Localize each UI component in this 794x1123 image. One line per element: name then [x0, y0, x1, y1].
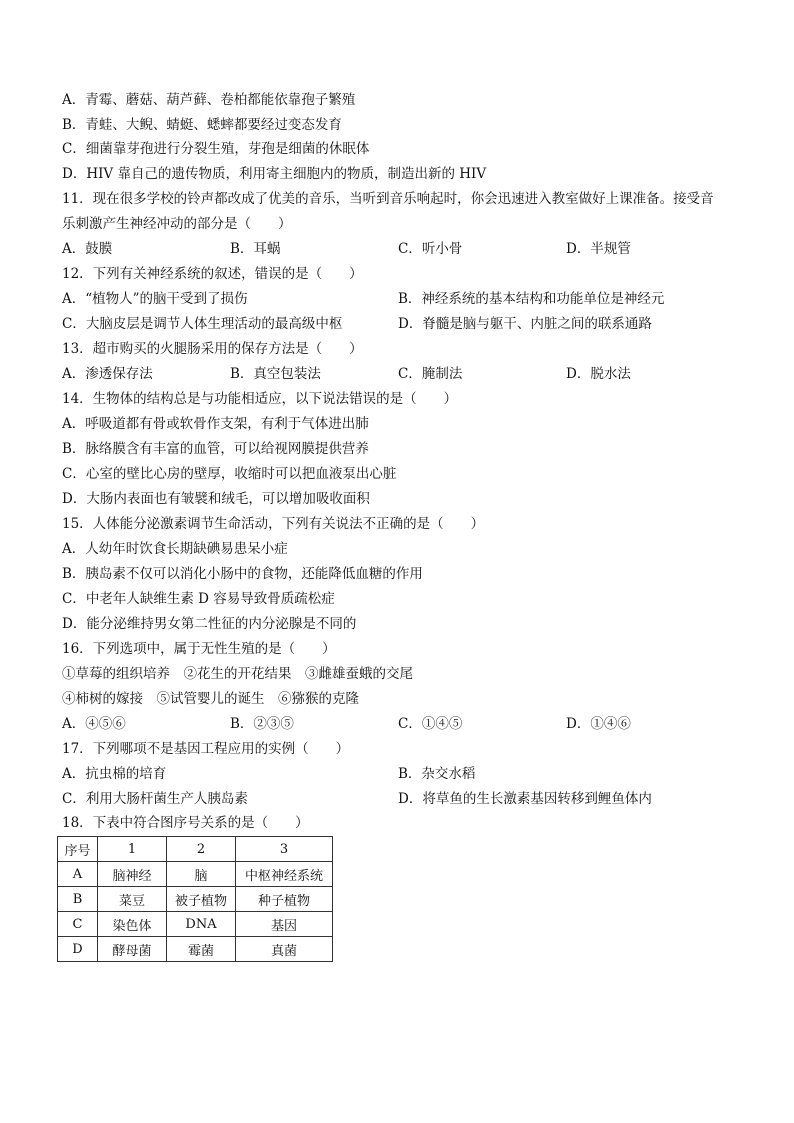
q15-stem: 15．人体能分泌激素调节生命活动，下列有关说法不正确的是（ ） — [62, 516, 485, 532]
q15-option-d: D．能分泌维持男女第二性征的内分泌腺是不同的 — [62, 616, 357, 632]
q17-option-c: C．利用大肠杆菌生产人胰岛素 — [62, 791, 248, 807]
q14-stem: 14．生物体的结构总是与功能相适应，以下说法错误的是（ ） — [62, 391, 458, 407]
q10-option-a: A．青霉、蘑菇、葫芦藓、卷柏都能依靠孢子繁殖 — [62, 92, 356, 108]
q13-options — [62, 365, 742, 383]
q18-stem: 18．下表中符合图序号关系的是（ ） — [62, 815, 309, 831]
q10-option-b: B．青蛙、大鲵、蜻蜓、蟋蟀都要经过变态发育 — [62, 117, 342, 133]
q14-option-b: B．脉络膜含有丰富的血管，可以给视网膜提供营养 — [62, 441, 369, 457]
q11-option-a: A．鼓膜 — [62, 241, 113, 257]
q11-option-c: C．听小骨 — [398, 241, 463, 257]
q10-option-c: C．细菌靠芽孢进行分裂生殖，芽孢是细菌的休眠体 — [62, 141, 370, 157]
q13-option-b: B．真空包装法 — [230, 366, 321, 382]
q11-option-b: B．耳蜗 — [230, 241, 281, 257]
table-cell: 染色体 — [98, 912, 167, 937]
table-cell: 中枢神经系统 — [236, 862, 333, 887]
table-header-cell: 2 — [167, 837, 236, 862]
q13-option-a: A．渗透保存法 — [62, 366, 153, 382]
q17-options-row1 — [62, 765, 742, 783]
table-cell: 真菌 — [236, 937, 333, 962]
q16-option-d: D．①④⑥ — [566, 716, 631, 732]
q17-options-row2 — [62, 790, 742, 808]
q14-option-c: C．心室的壁比心房的壁厚，收缩时可以把血液泵出心脏 — [62, 466, 397, 482]
q16-options — [62, 715, 742, 733]
table-cell: 脑 — [167, 862, 236, 887]
q14-option-d: D．大肠内表面也有皱襞和绒毛，可以增加吸收面积 — [62, 491, 370, 507]
table-cell: 被子植物 — [167, 887, 236, 912]
q16-option-a: A．④⑤⑥ — [62, 716, 126, 732]
table-cell: A — [58, 862, 98, 887]
q12-option-d: D．脊髓是脑与躯干、内脏之间的联系通路 — [398, 316, 652, 332]
q11-option-d: D．半规管 — [566, 241, 631, 257]
q12-options-row1 — [62, 290, 742, 308]
q12-option-a: A．“植物人”的脑干受到了损伤 — [62, 291, 248, 307]
table-header-cell: 序号 — [58, 837, 98, 862]
q17-option-b: B．杂交水稻 — [398, 766, 476, 782]
table-header-cell: 3 — [236, 837, 333, 862]
q11-stem-line2: 乐刺激产生神经冲动的部分是（ ） — [62, 216, 292, 232]
q17-stem: 17．下列哪项不是基因工程应用的实例（ ） — [62, 741, 350, 757]
table-row — [58, 887, 333, 912]
q13-stem: 13．超市购买的火腿肠采用的保存方法是（ ） — [62, 341, 363, 357]
q12-option-b: B．神经系统的基本结构和功能单位是神经元 — [398, 291, 665, 307]
q10-option-d: D．HIV 靠自己的遗传物质，利用寄主细胞内的物质，制造出新的 HIV — [62, 166, 487, 182]
table-header-cell: 1 — [98, 837, 167, 862]
q11-options — [62, 240, 742, 258]
q15-option-b: B．胰岛素不仅可以消化小肠中的食物，还能降低血糖的作用 — [62, 566, 423, 582]
table-cell: 种子植物 — [236, 887, 333, 912]
table-cell: D — [58, 937, 98, 962]
table-row — [58, 862, 333, 887]
q13-option-c: C．腌制法 — [398, 366, 463, 382]
q16-statements-line2: ④柿树的嫁接 ⑤试管婴儿的诞生 ⑥猕猴的克隆 — [62, 691, 359, 707]
q18-table — [57, 836, 333, 962]
table-cell: 霉菌 — [167, 937, 236, 962]
q13-option-d: D．脱水法 — [566, 366, 631, 382]
q12-option-c: C．大脑皮层是调节人体生理活动的最高级中枢 — [62, 316, 343, 332]
table-cell: 基因 — [236, 912, 333, 937]
q15-option-c: C．中老年人缺维生素 D 容易导致骨质疏松症 — [62, 591, 335, 607]
q14-option-a: A．呼吸道都有骨或软骨作支架，有利于气体进出肺 — [62, 416, 369, 432]
table-cell: 脑神经 — [98, 862, 167, 887]
q12-stem: 12．下列有关神经系统的叙述，错误的是（ ） — [62, 266, 363, 282]
q16-option-c: C．①④⑤ — [398, 716, 463, 732]
table-header-row — [58, 837, 333, 862]
table-row — [58, 912, 333, 937]
table-cell: C — [58, 912, 98, 937]
table-cell: 酵母菌 — [98, 937, 167, 962]
q16-stem: 16．下列选项中，属于无性生殖的是（ ） — [62, 641, 336, 657]
q15-option-a: A．人幼年时饮食长期缺碘易患呆小症 — [62, 541, 288, 557]
q17-option-a: A．抗虫棉的培育 — [62, 766, 167, 782]
q16-option-b: B．②③⑤ — [230, 716, 294, 732]
table-row — [58, 937, 333, 962]
q12-options-row2 — [62, 315, 742, 333]
q16-statements-line1: ①草莓的组织培养 ②花生的开花结果 ③雌雄蚕蛾的交尾 — [62, 666, 413, 682]
table-cell: 菜豆 — [98, 887, 167, 912]
q11-stem-line1: 11．现在很多学校的铃声都改成了优美的音乐，当听到音乐响起时，你会迅速进入教室做好上课准备。接受音 — [62, 191, 714, 207]
q17-option-d: D．将草鱼的生长激素基因转移到鲤鱼体内 — [398, 791, 652, 807]
table-cell: DNA — [167, 912, 236, 937]
table-cell: B — [58, 887, 98, 912]
